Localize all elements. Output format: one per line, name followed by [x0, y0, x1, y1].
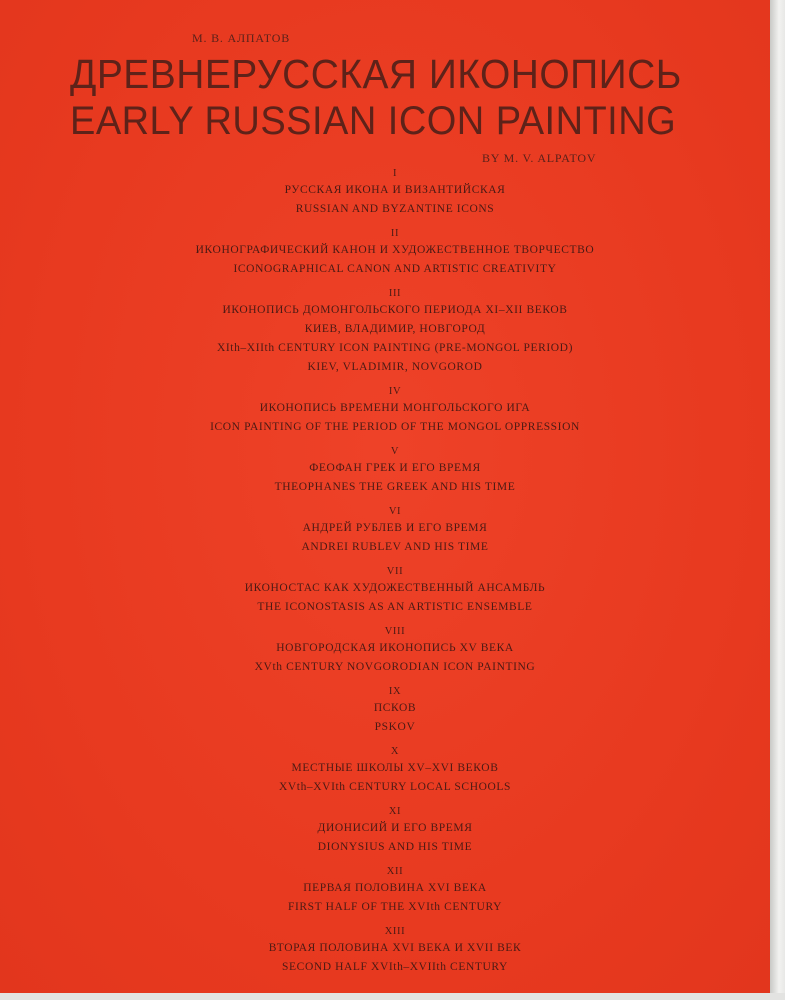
section-title-line: ICON PAINTING OF THE PERIOD OF THE MONGOL OPPRESSION: [210, 421, 580, 433]
section-title-line: АНДРЕЙ РУБЛЕВ И ЕГО ВРЕМЯ: [302, 522, 488, 534]
toc-section: [135, 805, 655, 857]
section-title-line: ДИОНИСИЙ И ЕГО ВРЕМЯ: [317, 822, 473, 834]
section-title-line: ANDREI RUBLEV AND HIS TIME: [301, 541, 489, 553]
section-numeral: VII: [386, 566, 404, 577]
section-title-line: THEOPHANES THE GREEK AND HIS TIME: [274, 481, 516, 493]
section-title-line: ПСКОВ: [373, 702, 417, 714]
toc-section: [135, 227, 655, 279]
section-numeral: VI: [388, 506, 402, 517]
toc-section: [135, 505, 655, 557]
section-numeral: XI: [388, 806, 402, 817]
section-title-line: ПЕРВАЯ ПОЛОВИНА XVI ВЕКА: [303, 882, 487, 894]
page-edge: [770, 0, 785, 1000]
section-title-line: ИКОНОПИСЬ ДОМОНГОЛЬСКОГО ПЕРИОДА XI–XII ВЕКОВ: [222, 304, 568, 316]
section-numeral: IV: [388, 386, 402, 397]
section-title-line: DIONYSIUS AND HIS TIME: [317, 841, 473, 853]
section-title-line: ИКОНОПИСЬ ВРЕМЕНИ МОНГОЛЬСКОГО ИГА: [259, 402, 531, 414]
section-title-line: КИЕВ, ВЛАДИМИР, НОВГОРОД: [304, 323, 486, 335]
section-title-line: RUSSIAN AND BYZANTINE ICONS: [295, 203, 495, 215]
section-title-line: SECOND HALF XVIth–XVIIth CENTURY: [282, 961, 508, 973]
toc-section: [135, 625, 655, 677]
section-title-line: ФЕОФАН ГРЕК И ЕГО ВРЕМЯ: [309, 462, 481, 474]
section-title-line: ВТОРАЯ ПОЛОВИНА XVI ВЕКА И XVII ВЕК: [268, 942, 522, 954]
section-title-line: ИКОНОСТАС КАК ХУДОЖЕСТВЕННЫЙ АНСАМБЛЬ: [244, 582, 546, 594]
author-name-russian: М. В. АЛПАТОВ: [192, 31, 290, 45]
section-title-line: ICONOGRAPHICAL CANON AND ARTISTIC CREATIVITY: [233, 263, 557, 275]
title-russian: ДРЕВНЕРУССКАЯ ИКОНОПИСЬ: [70, 51, 682, 97]
section-numeral: V: [390, 446, 400, 457]
table-of-contents: [135, 167, 655, 985]
toc-section: [135, 385, 655, 437]
section-title-line: XVth CENTURY NOVGORODIAN ICON PAINTING: [254, 661, 536, 673]
section-numeral: XIII: [384, 926, 406, 937]
section-numeral: X: [390, 746, 400, 757]
title-english: EARLY RUSSIAN ICON PAINTING: [70, 99, 677, 143]
toc-section: [135, 925, 655, 977]
toc-section: [135, 685, 655, 737]
toc-section: [135, 167, 655, 219]
section-title-line: НОВГОРОДСКАЯ ИКОНОПИСЬ XV ВЕКА: [276, 642, 514, 654]
section-title-line: THE ICONOSTASIS AS AN ARTISTIC ENSEMBLE: [257, 601, 533, 613]
toc-section: [135, 287, 655, 377]
section-numeral: XII: [386, 866, 404, 877]
toc-section: [135, 565, 655, 617]
section-title-line: FIRST HALF OF THE XVIth CENTURY: [287, 901, 502, 913]
toc-section: [135, 445, 655, 497]
section-numeral: I: [392, 168, 398, 179]
toc-section: [135, 865, 655, 917]
section-numeral: VIII: [384, 626, 406, 637]
section-numeral: IX: [388, 686, 402, 697]
section-title-line: XIth–XIIth CENTURY ICON PAINTING (PRE-MONGOL PERIOD): [216, 342, 574, 354]
section-title-line: XVth–XVIth CENTURY LOCAL SCHOOLS: [278, 781, 512, 793]
toc-section: [135, 745, 655, 797]
section-title-line: PSKOV: [374, 721, 416, 733]
section-title-line: РУССКАЯ ИКОНА И ВИЗАНТИЙСКАЯ: [284, 184, 506, 196]
section-numeral: II: [390, 228, 400, 239]
page-bottom-edge: [0, 993, 785, 1000]
author-name-english: BY M. V. ALPATOV: [482, 151, 597, 165]
section-title-line: МЕСТНЫЕ ШКОЛЫ XV–XVI ВЕКОВ: [291, 762, 499, 774]
section-numeral: III: [388, 288, 402, 299]
section-title-line: KIEV, VLADIMIR, NOVGOROD: [307, 361, 483, 373]
section-title-line: ИКОНОГРАФИЧЕСКИЙ КАНОН И ХУДОЖЕСТВЕННОЕ ТВОРЧЕСТВО: [195, 244, 595, 256]
